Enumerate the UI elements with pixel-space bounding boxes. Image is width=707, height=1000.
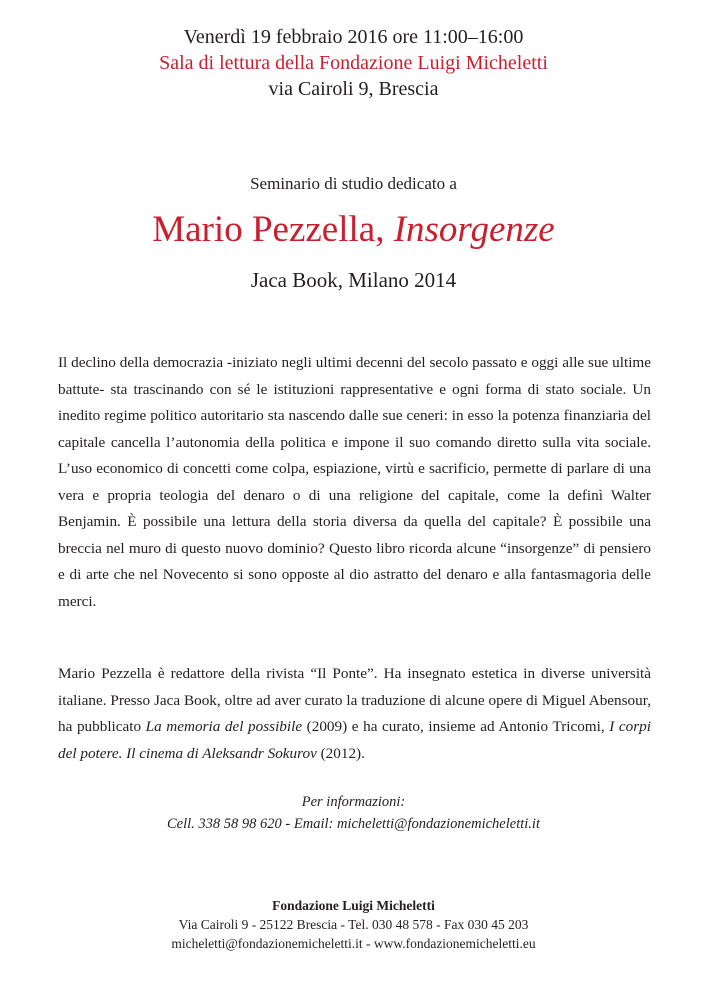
title-author: Mario Pezzella, — [152, 209, 394, 250]
event-address: via Cairoli 9, Brescia — [268, 78, 439, 100]
bio-book1: La memoria del possibile — [145, 718, 303, 735]
footer — [0, 896, 707, 953]
event-date: Venerdì 19 febbraio 2016 ore 11:00–16:00 — [183, 26, 524, 48]
event-venue: Sala di lettura della Fondazione Luigi Micheletti — [159, 52, 548, 74]
info-block — [0, 791, 707, 835]
bio-book2: I corpi del potere. Il cinema di Aleksandr Sokurov — [58, 718, 651, 762]
bio-part2: (2009) e ha curato, insieme ad Antonio Tricomi, — [302, 718, 610, 735]
footer-web: micheletti@fondazionemicheletti.it - www.fondazionemicheletti.eu — [171, 936, 536, 951]
author-bio — [58, 661, 651, 767]
title-book: Insorgenze — [393, 209, 555, 250]
event-header — [0, 24, 707, 102]
page-title — [0, 206, 707, 254]
publisher-line: Jaca Book, Milano 2014 — [250, 268, 457, 292]
bio-part1: Mario Pezzella è redattore della rivista “Il Ponte”. Ha insegnato estetica in diverse università italiane. Presso Jaca Book, oltre ad aver curato la traduzione di alcune opere di Miguel Abensour, ha pubblicato — [58, 665, 651, 735]
info-contact: Cell. 338 58 98 620 - Email: micheletti@fondazionemicheletti.it — [167, 816, 540, 832]
footer-address: Via Cairoli 9 - 25122 Brescia - Tel. 030 48 578 - Fax 030 45 203 — [178, 917, 529, 932]
footer-org: Fondazione Luigi Micheletti — [272, 898, 435, 913]
seminar-line: Seminario di studio dedicato a — [250, 174, 457, 193]
bio-part3: (2012). — [316, 744, 365, 762]
book-description: Il declino della democrazia -iniziato negli ultimi decenni del secolo passato e oggi alle sue ultime battute- sta trascinando con sé le istituzioni rappresentative e ogni forma di stato sociale. Un inedito regime politico autoritario sta nascendo dalle sue ceneri: in esso la potenza finanziaria del capitale cancella l’autonomia della politica e impone il suo comando diretto sulla vita sociale. L’uso economico di concetti come colpa, espiazione, virtù e sacrificio, permette di parlare di una vera e propria teologia del denaro o di una religione del capitale, come la definì Walter Benjamin. È possibile una lettura della storia diversa da quella del capitale? È possibile una breccia nel muro di questo nuovo dominio? Questo libro ricorda alcune “insorgenze” di pensiero e di arte che nel Novecento si sono opposte al dio astratto del denaro e alla fantasmagoria delle merci. — [58, 354, 651, 610]
info-heading: Per informazioni: — [301, 794, 406, 810]
